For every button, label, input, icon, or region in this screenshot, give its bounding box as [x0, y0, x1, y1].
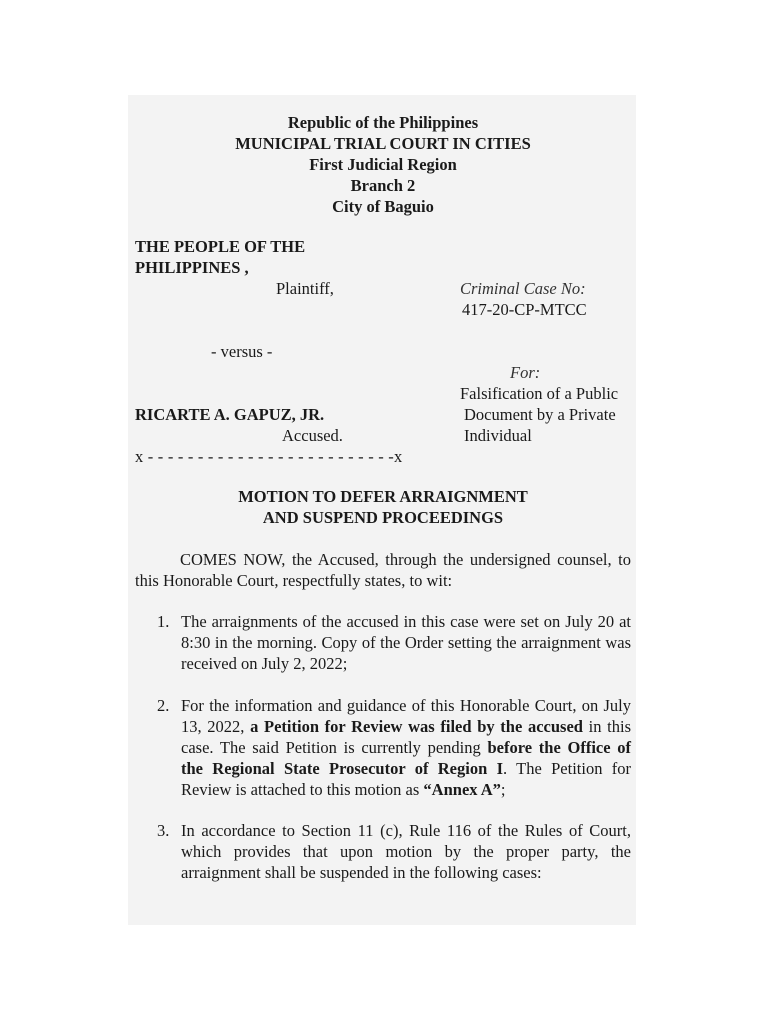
plaintiff-role: Plaintiff,	[276, 279, 334, 298]
item-text-bold: “Annex A”	[423, 780, 501, 799]
motion-title-line2: AND SUSPEND PROCEEDINGS	[262, 508, 504, 527]
item-text-bold: a Petition for Review was filed by the accused	[250, 717, 583, 736]
header-line-republic: Republic of the Philippines	[287, 113, 479, 132]
for-label: For:	[510, 363, 541, 382]
header-line-city: City of Baguio	[332, 197, 434, 216]
item-text: The arraignments of the accused in this case were set on July 20 at 8:30 in the morning. Copy of the Order setting the arraignment was received on July 2, 2022;	[181, 612, 631, 673]
item-text	[181, 695, 631, 800]
item-text-part: . The Petition for Review is attached to this motion as	[181, 759, 631, 799]
court-header	[135, 112, 631, 217]
offense-line3: Individual	[464, 426, 532, 445]
header-line-region: First Judicial Region	[309, 155, 457, 174]
caption-separator: x - - - - - - - - - - - - - - - - - - - - - - - - -x	[135, 447, 403, 466]
versus-label: - versus -	[211, 342, 273, 361]
item-text-part: in this case. The said Petition is currently pending	[181, 717, 631, 757]
case-number: 417-20-CP-MTCC	[462, 300, 587, 319]
plaintiff-name-line2: PHILIPPINES ,	[135, 258, 249, 277]
plaintiff-name-line1: THE PEOPLE OF THE	[135, 237, 306, 256]
motion-title-line1: MOTION TO DEFER ARRAIGNMENT	[238, 487, 528, 506]
item-number: 1.	[157, 612, 170, 631]
offense-line2: Document by a Private	[464, 405, 616, 424]
offense-line1: Falsification of a Public	[460, 384, 619, 403]
item-number: 3.	[157, 821, 170, 840]
case-number-label: Criminal Case No:	[460, 279, 586, 298]
accused-name: RICARTE A. GAPUZ, JR.	[135, 405, 325, 424]
item-number: 2.	[157, 696, 170, 715]
header-line-branch: Branch 2	[350, 176, 416, 195]
item-text: In accordance to Section 11 (c), Rule 116 of the Rules of Court, which provides that upon motion by the proper party, the arraignment shall be suspended in the following cases:	[181, 821, 631, 882]
item-text-bold: before the Office of the Regional State Prosecutor of Region I	[181, 738, 632, 778]
item-text-part: ;	[500, 780, 506, 799]
intro-paragraph: COMES NOW, the Accused, through the undersigned counsel, to this Honorable Court, respectfully states, to wit:	[135, 550, 631, 590]
motion-title	[135, 486, 631, 528]
accused-role: Accused.	[282, 426, 343, 445]
header-line-court: MUNICIPAL TRIAL COURT IN CITIES	[235, 134, 531, 153]
list-item	[135, 695, 631, 800]
item-text-part: For the information and guidance of this Honorable Court, on July 13, 2022,	[181, 696, 631, 736]
list-item	[135, 820, 631, 883]
list-item	[135, 611, 631, 674]
